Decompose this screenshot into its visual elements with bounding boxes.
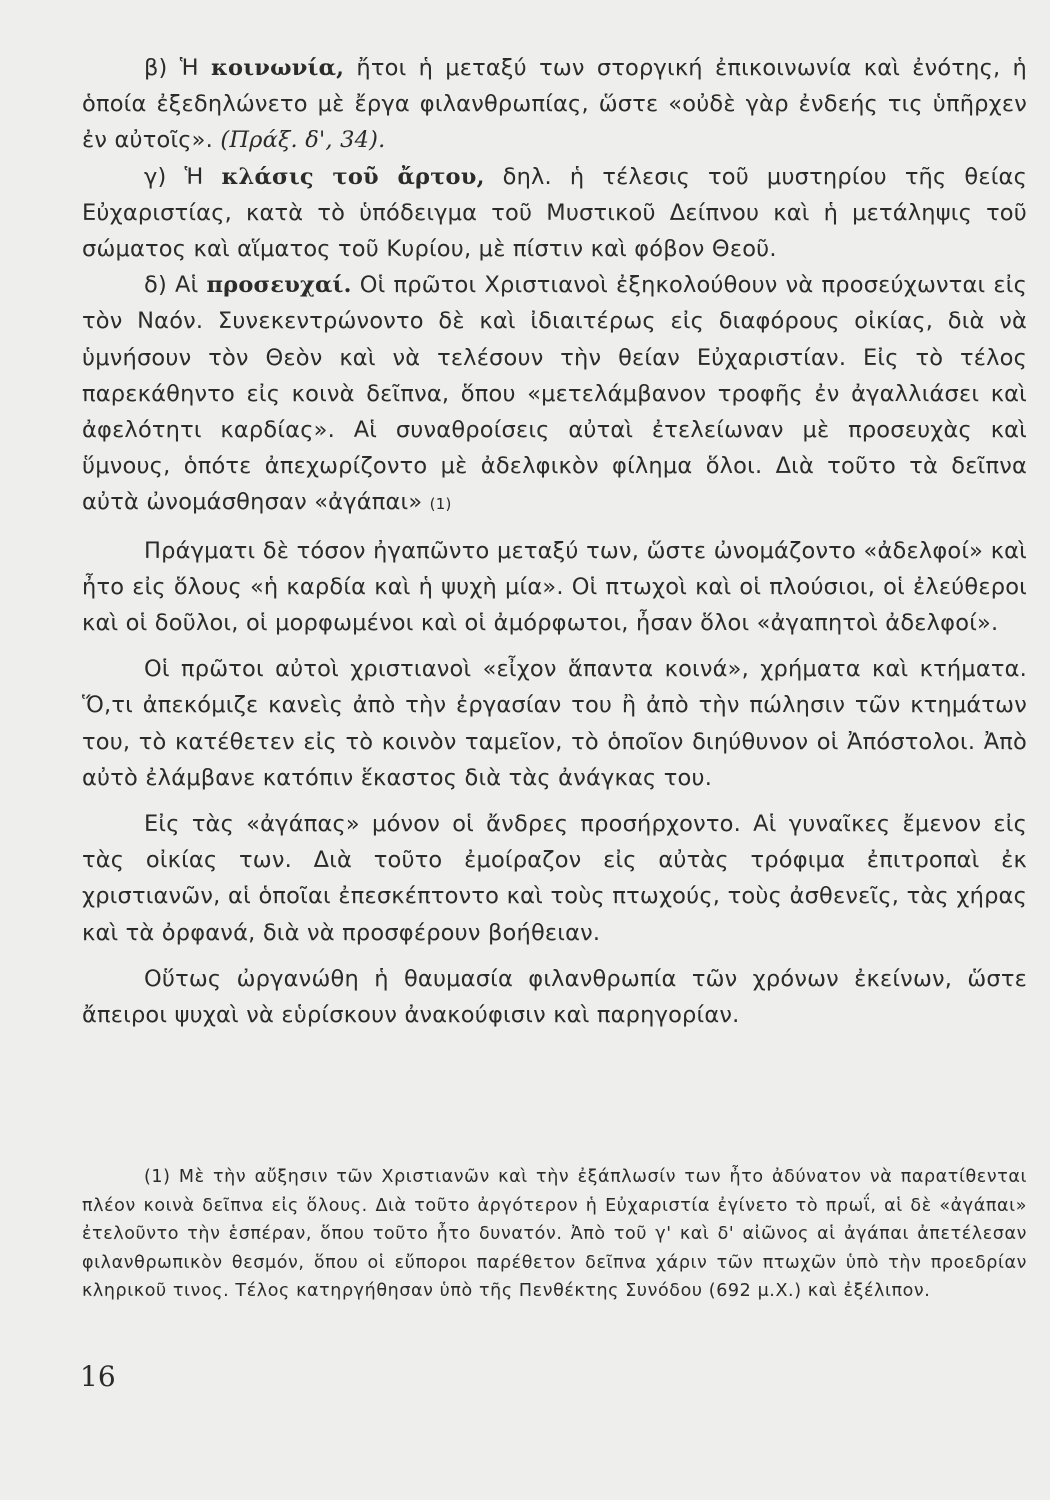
paragraph-adelfoi: Πράγματι δὲ τόσον ἠγαπῶντο μεταξύ των, ὥστε ὠνομάζοντο «ἀδελφοί» καὶ ἦτο εἰς ὅλους «ἡ καρδία καὶ ἡ ψυχὴ μία». Οἱ πτωχοὶ καὶ οἱ πλούσιοι, οἱ ἐλεύθεροι καὶ οἱ δοῦλοι, οἱ μορφωμένοι καὶ οἱ ἀμόρφωτοι, ἦσαν ὅλοι «ἀγαπητοὶ ἀδελφοί».: [82, 537, 1027, 637]
list-marker: δ) Αἱ: [144, 272, 207, 299]
footnote-text: (1) Μὲ τὴν αὔξησιν τῶν Χριστιανῶν καὶ τὴν ἐξάπλωσίν των ἦτο ἀδύνατον νὰ παρατίθενται πλέον κοινὰ δεῖπνα εἰς ὅλους. Διὰ τοῦτο ἀργότερον ἡ Εὐχαριστία ἐγίνετο τὸ πρωΐ, αἱ δὲ «ἀγάπαι» ἐτελοῦντο τὴν ἑσπέραν, ὅπου τοῦτο ἦτο δυνατόν. Ἀπὸ τοῦ γ' καὶ δ' αἰῶνος αἱ ἀγάπαι ἀπετέλεσαν φιλανθρωπικὸν θεσμόν, ὅπου οἱ εὔποροι παρέθετον δεῖπνα χάριν τῶν πτωχῶν ὑπὸ τὴν προεδρίαν κληρικοῦ τινος. Τέλος κατηργήθησαν ὑπὸ τῆς Πενθέκτης Συνόδου (692 μ.Χ.) καὶ ἐξέλιπον.: [82, 1167, 1027, 1301]
term-heading: κοινωνία,: [210, 55, 345, 81]
term-heading: προσευχαί.: [206, 272, 352, 299]
paragraph-proseuchai: [82, 267, 1027, 522]
paragraph-agapes: Εἰς τὰς «ἀγάπας» μόνον οἱ ἄνδρες προσήρχοντο. Αἱ γυναῖκες ἔμενον εἰς τὰς οἰκίας των. Διὰ τοῦτο ἐμοίραζον εἰς αὐτὰς τρόφιμα ἐπιτροπαὶ ἐκ χριστιανῶν, αἱ ὁποῖαι ἐπεσκέπτοντο καὶ τοὺς πτωχούς, τοὺς ἀσθενεῖς, τὰς χήρας καὶ τὰ ὀρφανά, διὰ νὰ προσφέρουν βοήθειαν.: [82, 811, 1027, 946]
footnote-reference: (1): [429, 495, 452, 514]
list-marker: β) Ἡ: [144, 55, 211, 81]
paragraph-koina: Οἱ πρῶτοι αὐτοὶ χριστιανοὶ «εἶχον ἅπαντα κοινά», χρήματα καὶ κτήματα. Ὅ,τι ἀπεκόμιζε κανεὶς ἀπὸ τὴν ἐργασίαν του ἢ ἀπὸ τὴν πώλησιν τῶν κτημάτων του, τὸ κατέθετεν εἰς τὸ κοινὸν ταμεῖον, τὸ ὁποῖον διηύθυνον οἱ Ἀπόστολοι. Ἀπὸ αὐτὸ ἐλάμβανε κατόπιν ἕκαστος διὰ τὰς ἀνάγκας του.: [82, 656, 1027, 791]
paragraph-klasis: [82, 159, 1027, 268]
page-number: 16: [80, 1360, 116, 1393]
paragraph-text: δηλ. ἡ τέλεσις τοῦ μυστηρίου τῆς θείας Εὐχαριστίας, κατὰ τὸ ὑπόδειγμα τοῦ Μυστικοῦ Δείπνου καὶ ἡ μετάληψις τοῦ σώματος καὶ αἵματος τοῦ Κυρίου, μὲ πίστιν καὶ φόβον Θεοῦ.: [82, 163, 1027, 263]
paragraph-koinonia: [82, 50, 1027, 159]
paragraph-text: ἤτοι ἡ μεταξύ των στοργική ἐπικοινωνία καὶ ἐνότης, ἡ ὁποία ἐξεδηλώνετο μὲ ἔργα φιλανθρωπίας, ὥστε «οὐδὲ γὰρ ἐνδεής τις ὑπῆρχεν ἐν αὐτοῖς».: [82, 55, 1027, 154]
scripture-citation: (Πράξ. δ', 34).: [220, 127, 386, 154]
list-marker: γ) Ἡ: [144, 163, 222, 190]
paragraph-philanthropia: Οὕτως ὠργανώθη ἡ θαυμασία φιλανθρωπία τῶν χρόνων ἐκείνων, ὥστε ἄπειροι ψυχαὶ νὰ εὑρίσκουν ἀνακούφισιν καὶ παρηγορίαν.: [82, 965, 1027, 1029]
main-text: [82, 50, 1027, 1043]
term-heading: κλάσις τοῦ ἄρτου,: [221, 163, 485, 190]
footnote-section: [82, 1163, 1027, 1306]
paragraph-text: Οἱ πρῶτοι Χριστιανοὶ ἐξηκολούθουν νὰ προσεύχωνται εἰς τὸν Ναόν. Συνεκεντρώνοντο δὲ καὶ ἰδιαιτέρως εἰς διαφόρους οἰκίας, διὰ νὰ ὑμνήσουν τὸν Θεὸν καὶ νὰ τελέσουν τὴν θείαν Εὐχαριστίαν. Εἰς τὸ τέλος παρεκάθηντο εἰς κοινὰ δεῖπνα, ὅπου «μετελάμβανον τροφῆς ἐν ἀγαλλιάσει καὶ ἀφελότητι καρδίας». Αἱ συναθροίσεις αὐταὶ ἐτελείωναν μὲ προσευχὰς καὶ ὕμνους, ὁπότε ἀπεχωρίζοντο μὲ ἀδελφικὸν φίλημα ὅλοι. Διὰ τοῦτο τὰ δεῖπνα αὐτὰ ὠνομάσθησαν «ἀγάπαι»: [82, 272, 1027, 516]
